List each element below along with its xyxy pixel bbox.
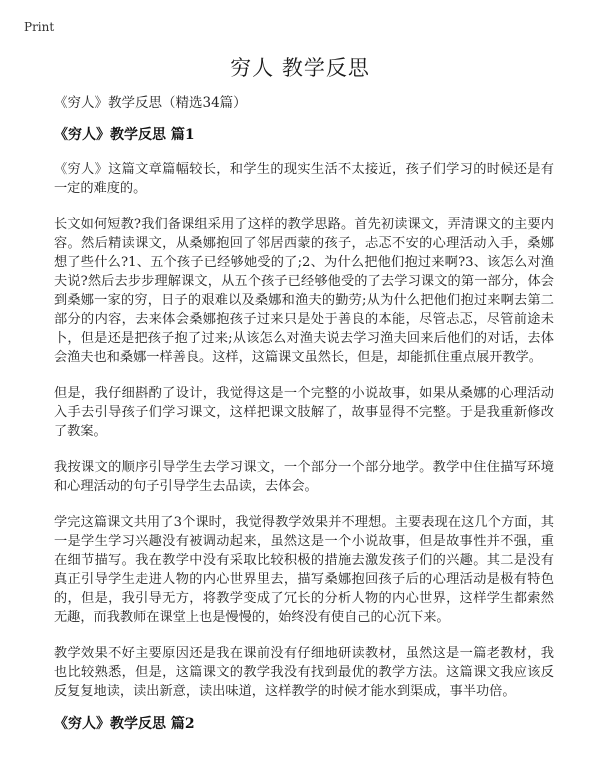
section-heading-1: 《穷人》教学反思 篇1 <box>54 127 195 143</box>
document-body <box>54 94 554 749</box>
paragraph: 教学效果不好主要原因还是我在课前没有仔细地研读教材，虽然这是一篇老教材，我也比较熟悉，但是，这篇课文的教学我没有找到最优的教学方法。这篇课文我应该反反复复地读，读出新意，读出味道，这样教学的时候才能水到渠成，事半功倍。 <box>54 646 554 699</box>
paragraph: 《穷人》这篇文章篇幅较长，和学生的现实生活不太接近，孩子们学习的时候还是有一定的难度的。 <box>54 162 554 196</box>
document-subtitle: 《穷人》教学反思（精选34篇） <box>54 95 247 111</box>
paragraph: 长文如何短教?我们备课组采用了这样的教学思路。首先初读课文，弄清课文的主要内容。然后精读课文，从桑娜抱回了邻居西蒙的孩子，忐忑不安的心理活动入手，桑娜想了些什么?1、五个孩子已经够她受的了;2、为什么把他们抱过来啊?3、该怎么对渔夫说?然后去步步理解课文，从五个孩子已经够他受的了去学习课文的第一部分，体会到桑娜一家的穷，日子的艰难以及桑娜和渔夫的勤劳;从为什么把他们抱过来啊去第二部分的内容，去来体会桑娜抱孩子过来只是处于善良的本能，尽管忐忑，尽管前途未卜，但是还是把孩子抱了过来;从该怎么对渔夫说去学习渔夫回来后他们的对话，去体会渔夫也和桑娜一样善良。这样，这篇课文虽然长，但是，却能抓住重点展开教学。 <box>54 217 554 365</box>
section-heading-2: 《穷人》教学反思 篇2 <box>54 716 195 732</box>
paragraph: 我按课文的顺序引导学生去学习课文，一个部分一个部分地学。教学中住住描写环境和心理活动的句子引导学生去品读，去体会。 <box>54 460 554 494</box>
paragraph: 学完这篇课文共用了3个课时，我觉得教学效果并不理想。主要表现在这几个方面，其一是学生学习兴趣没有被调动起来，虽然这是一个小说故事，但是故事性并不强，重在细节描写。我在教学中没有采取比较积极的措施去激发孩子们的兴趣。其二是没有真正引导学生走进人物的内心世界里去，描写桑娜抱回孩子后的心理活动是极有特色的，但是，我引导无方，将教学变成了冗长的分析人物的内心世界，这样学生都索然无趣，而我教师在课堂上也是慢慢的，始终没有使自己的心沉下来。 <box>54 515 554 625</box>
print-link[interactable]: Print <box>24 20 55 34</box>
paragraph: 但是，我仔细斟酌了设计，我觉得这是一个完整的小说故事，如果从桑娜的心理活动入手去引导孩子们学习课文，这样把课文肢解了，故事显得不完整。于是我重新修改了教案。 <box>54 386 554 439</box>
page-title: 穷人 教学反思 <box>230 56 370 80</box>
